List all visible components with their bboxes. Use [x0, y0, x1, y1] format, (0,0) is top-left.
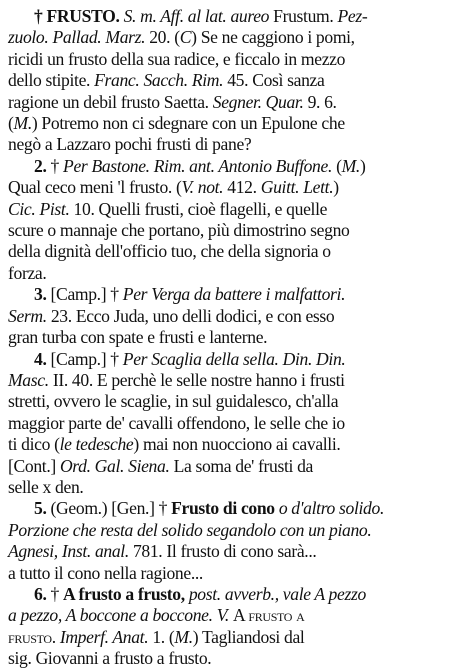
text-line-27: a tutto il cono nella ragione...	[8, 562, 203, 583]
text-line-28: 6. † A frusto a frusto, post. avverb., vale A pezzo	[34, 583, 366, 604]
text-line-15: Serm. 23. Ecco Juda, uno delli dodici, e con esso	[8, 305, 335, 326]
text-line-4: dello stipite. Franc. Sacch. Rim. 45. Così sanza	[8, 70, 325, 91]
sense-4	[8, 349, 463, 499]
text-line-10: Cic. Pist. 10. Quelli frusti, cioè flagelli, e quelle	[8, 198, 328, 219]
text-line-5: ragione un debil frusto Saetta. Segner. Quar. 9. 6.	[8, 91, 337, 112]
text-line-19: stretti, ovvero le scaglie, in sul guidalesco, ch'alla	[8, 391, 339, 412]
text-line-16: gran turba con spate e frusti e lanterne.	[8, 327, 268, 348]
text-line-6: (M.) Potremo non ci sdegnare con un Epulone che	[8, 113, 345, 134]
entry-frusto	[8, 6, 463, 156]
sense-2	[8, 156, 463, 284]
text-line-12: della dignità dell'officio tuo, che della signoria o	[8, 241, 331, 262]
text-line-26: Agnesi, Inst. anal. 781. Il frusto di cono sarà...	[8, 541, 317, 562]
text-line-8: 2. † Per Bastone. Rim. ant. Antonio Buffone. (M.)	[34, 155, 366, 176]
text-line-29: a pezzo, A boccone a boccone. V. A frusto a	[8, 605, 305, 626]
text-line-22: [Cont.] Ord. Gal. Siena. La soma de' frusti da	[8, 455, 314, 476]
sense-3	[8, 284, 463, 348]
text-line-30: frusto. Imperf. Anat. 1. (M.) Tagliandosi dal	[8, 626, 305, 647]
headword: † FRUSTO.	[34, 6, 120, 26]
text-line-14: 3. [Camp.] † Per Verga da battere i malfattori.	[34, 284, 346, 305]
text-line-7: negò a Lazzaro pochi frusti di pane?	[8, 134, 252, 155]
text-line-25: Porzione che resta del solido segandolo con un piano.	[8, 519, 372, 540]
text-line-3: ricidi un frusto della sua radice, e ficcalo in mezzo	[8, 48, 346, 69]
text-line-2: zuolo. Pallad. Marz. 20. (C) Se ne caggiono i pomi,	[8, 27, 355, 48]
sense-5	[8, 498, 463, 584]
text-line-13: forza.	[8, 262, 47, 283]
text-line-31: sig. Giovanni a frusto a frusto.	[8, 648, 212, 669]
text-line-9: Qual ceco meni 'l frusto. (V. not. 412. Guitt. Lett.)	[8, 177, 339, 198]
text-line-1: † FRUSTO. S. m. Aff. al lat. aureo Frustum. Pez-	[34, 6, 368, 26]
text-line-21: ti dico (le tedesche) mai non nuocciono ai cavalli.	[8, 434, 341, 455]
text-line-18: Masc. II. 40. E perchè le selle nostre hanno i frusti	[8, 369, 345, 390]
sense-6	[8, 584, 463, 670]
text-line-24: 5. (Geom.) [Gen.] † Frusto di cono o d'altro solido.	[34, 498, 384, 519]
text-line-23: selle x den.	[8, 476, 84, 497]
text-line-17: 4. [Camp.] † Per Scaglia della sella. Din. Din.	[34, 348, 346, 369]
text-line-11: scure o mannaje che portano, più dimostrino segno	[8, 220, 350, 241]
text-line-20: maggior parte de' cavalli offendono, le selle che io	[8, 412, 345, 433]
